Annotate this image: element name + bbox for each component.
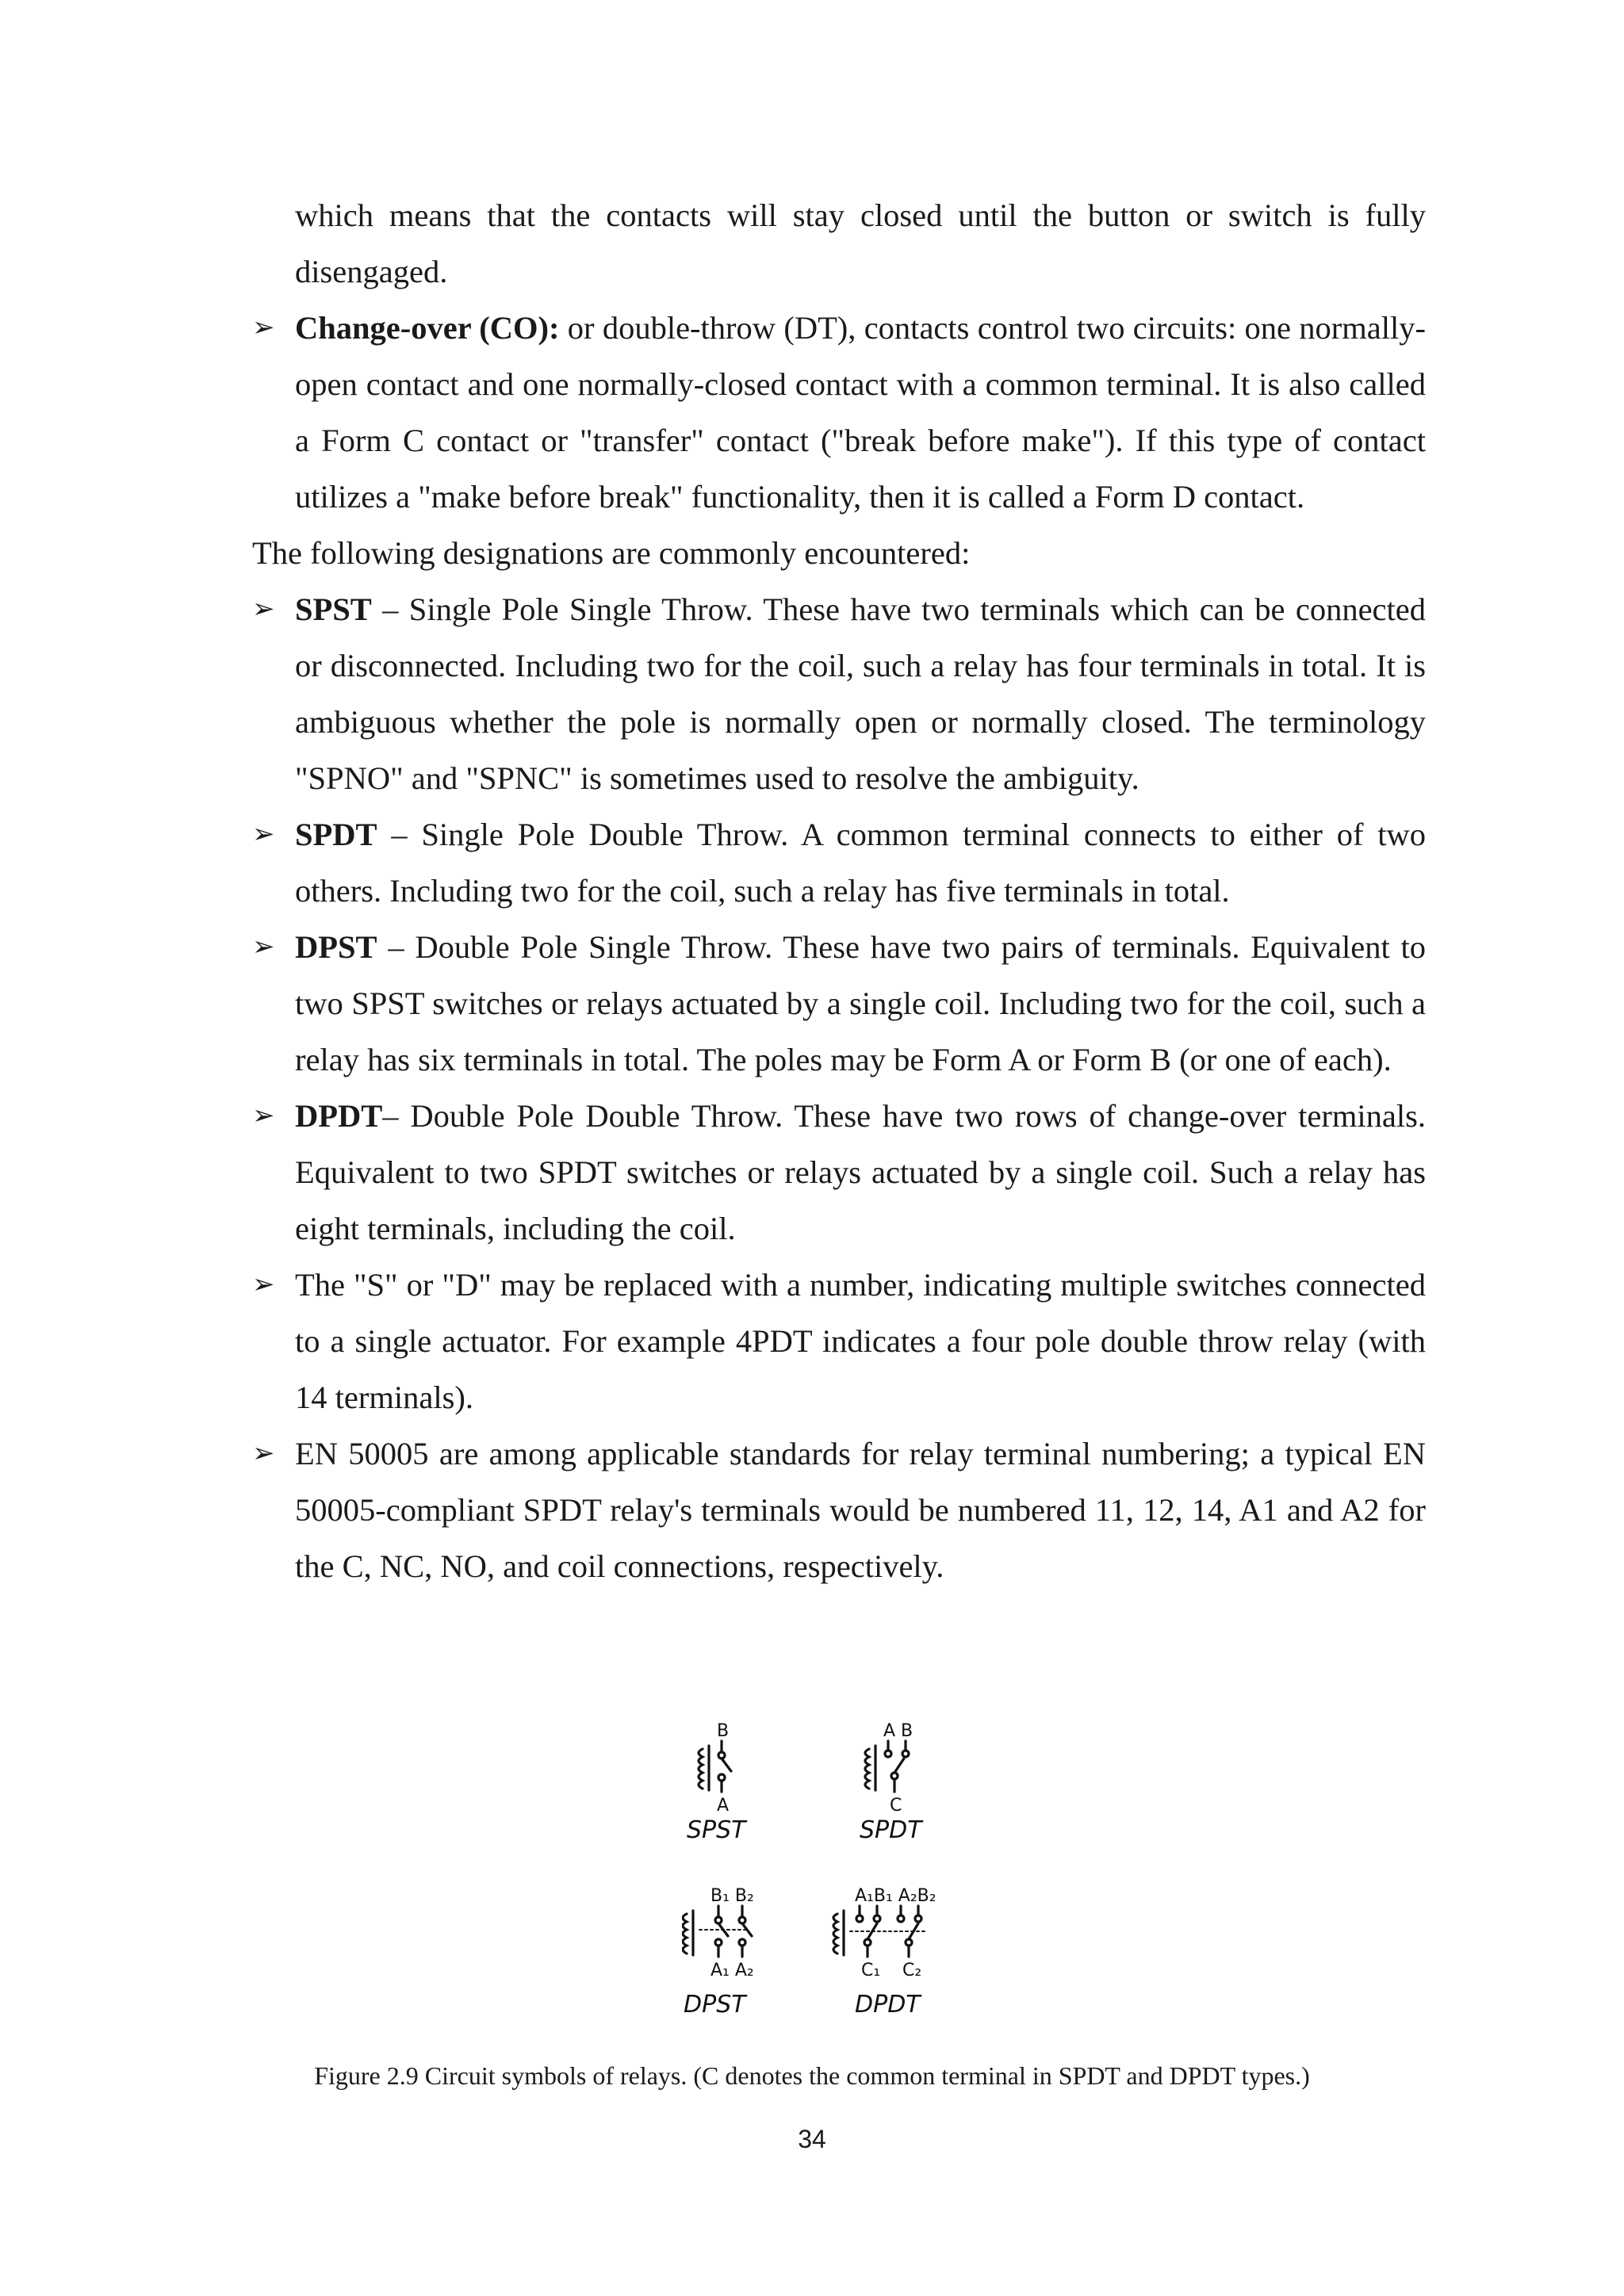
spdt-name: SPDT [860,1816,922,1844]
spst-name: SPST [687,1816,746,1844]
term-spdt: SPDT [295,817,377,852]
term-spst: SPST [295,591,372,627]
spst-label-a: A [717,1796,730,1816]
arrow-bullet-icon: ➢ [252,1269,275,1300]
term-dpdt: DPDT [295,1098,383,1134]
dpdt-label-c1: C₁ [861,1961,881,1980]
text-dpdt: – Double Pole Double Throw. These have two rows of change-over terminals. Equivalent to two SPDT switches or relays actuated by a single coil. Such a relay has eight terminals, including the coil. [295,1098,1426,1246]
text-changeover: or double-throw (DT), contacts control two circuits: one normally-open contact and one normally-closed contact with a common terminal. It is also called a Form C contact or "transfer" contact ("break before make"). If this type of contact utilizes a "make before break" functionality, then it is called a Form D contact. [295,310,1426,515]
dpdt-name: DPDT [855,1991,921,2019]
arrow-bullet-icon: ➢ [252,931,275,962]
dpdt-label-top: A₁B₁ A₂B₂ [855,1886,936,1906]
arrow-bullet-icon: ➢ [252,1437,275,1469]
dpst-symbol [683,1906,752,1957]
list-item-s-or-d [252,1257,1426,1425]
spdt-label-c: C [890,1796,902,1816]
continued-paragraph: which means that the contacts will stay closed until the button or switch is fully disengaged. [295,197,1426,289]
dpst-label-bottom: A₁ A₂ [710,1961,754,1980]
text-en50005: EN 50005 are among applicable standards for relay terminal numbering; a typical EN 50005-compliant SPDT relay's terminals would be numbered 11, 12, 14, A1 and A2 for the C, NC, NO, and coil connections, respectively. [295,1436,1426,1584]
text-spst: – Single Pole Single Throw. These have two terminals which can be connected or disconnected. Including two for the coil, such a relay has four terminals in total. It is ambiguous whether the pole is normally open or normally closed. The terminology "SPNO" and "SPNC" is sometimes used to resolve the ambiguity. [295,591,1426,796]
dpdt-symbol [833,1906,928,1957]
text-spdt: – Single Pole Double Throw. A common terminal connects to either of two others. Including two for the coil, such a relay has five terminals in total. [295,817,1426,909]
body-text [252,187,1426,1594]
arrow-bullet-icon: ➢ [252,593,275,625]
dpst-label-top: B₁ B₂ [710,1886,754,1906]
term-changeover: Change-over (CO): [295,310,560,346]
list-item-spst [252,581,1426,806]
list-item-dpdt [252,1088,1426,1257]
dpst-name: DPST [684,1991,746,2019]
spdt-label-b: B [901,1721,914,1741]
list-item-dpst [252,919,1426,1088]
arrow-bullet-icon: ➢ [252,1100,275,1131]
dpdt-label-c2: C₂ [902,1961,922,1980]
spst-symbol [699,1741,731,1792]
spdt-label-a: A [883,1721,896,1741]
list-item-spdt [252,806,1426,919]
relay-symbols-svg [682,1720,1015,2053]
list-item-en50005 [252,1425,1426,1594]
intro-paragraph: The following designations are commonly encountered: [252,535,971,571]
page-number: 34 [798,2125,826,2153]
relay-symbols-figure [682,1720,1015,2053]
list-item-changeover [252,300,1426,525]
arrow-bullet-icon: ➢ [252,312,275,343]
spst-label-b: B [717,1721,730,1741]
term-dpst: DPST [295,929,377,965]
text-dpst: – Double Pole Single Throw. These have two pairs of terminals. Equivalent to two SPST switches or relays actuated by a single coil. Including two for the coil, such a relay has six terminals in total. The poles may be Form A or Form B (or one of each). [295,929,1426,1077]
arrow-bullet-icon: ➢ [252,818,275,850]
spdt-symbol [865,1741,909,1792]
text-s-or-d: The "S" or "D" may be replaced with a number, indicating multiple switches connected to a single actuator. For example 4PDT indicates a four pole double throw relay (with 14 terminals). [295,1267,1426,1415]
figure-caption: Figure 2.9 Circuit symbols of relays. (C denotes the common terminal in SPDT and DPDT types.) [314,2061,1310,2090]
